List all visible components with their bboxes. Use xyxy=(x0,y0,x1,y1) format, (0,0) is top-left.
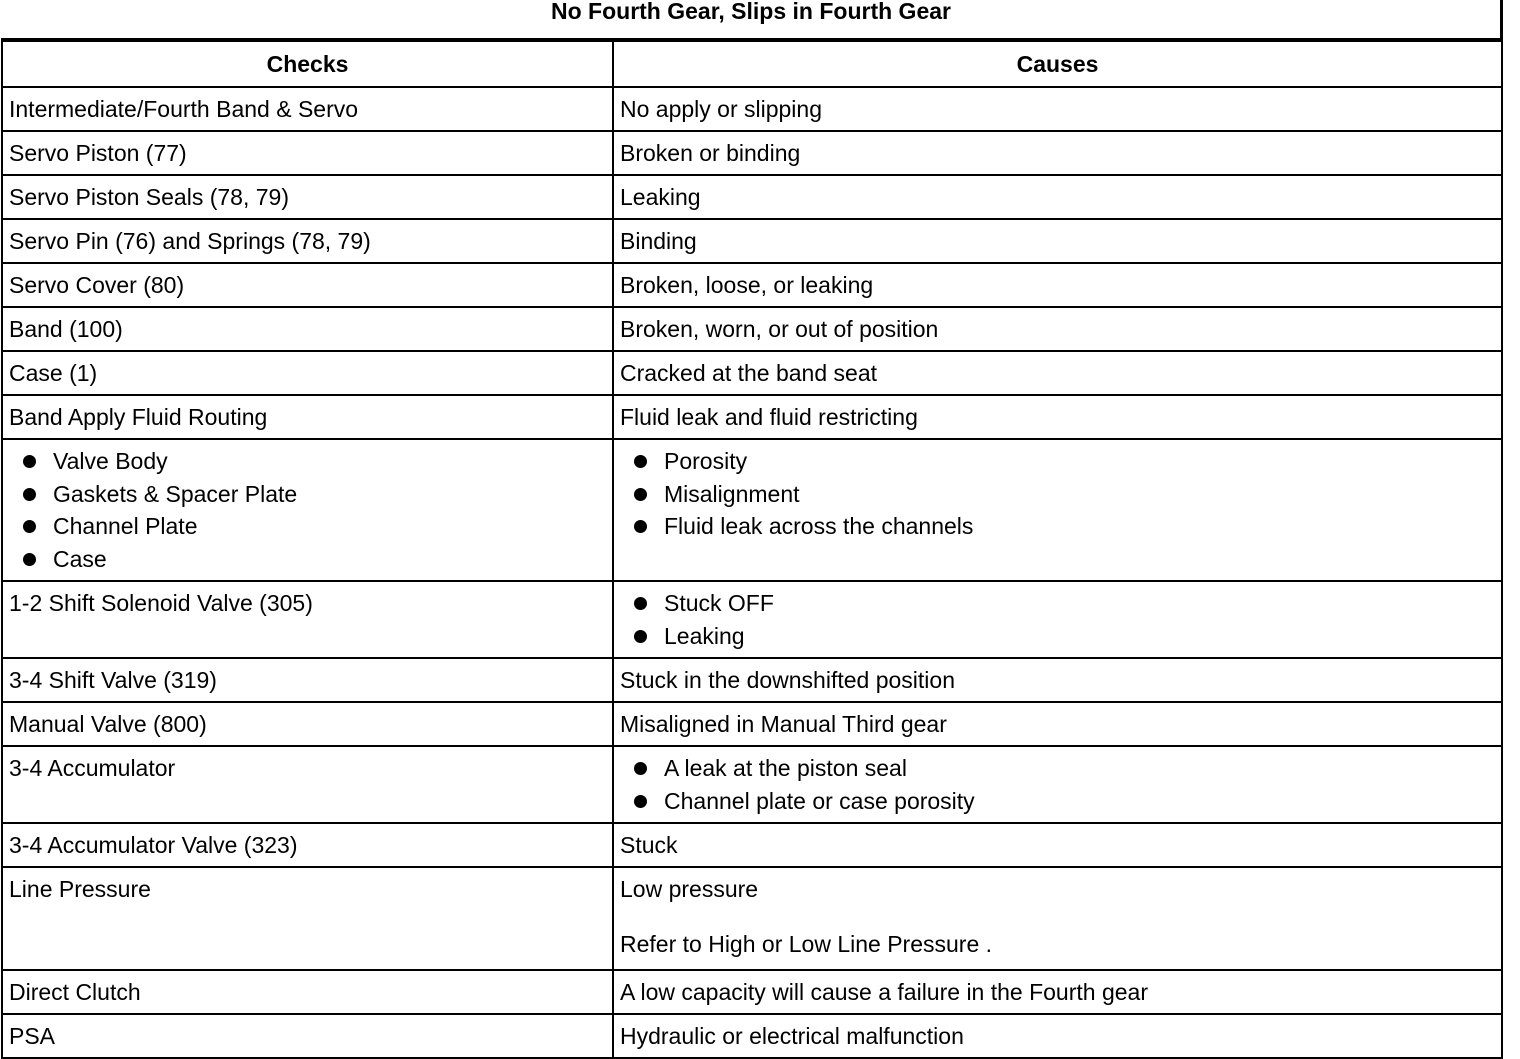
cause-cell: Hydraulic or electrical malfunction xyxy=(613,1014,1502,1058)
check-bullet-list xyxy=(9,445,606,575)
cause-cell: Fluid leak and fluid restricting xyxy=(613,395,1502,439)
table-row xyxy=(2,263,1502,307)
table-row xyxy=(2,702,1502,746)
check-cell: 3-4 Accumulator xyxy=(2,746,613,823)
list-item: Valve Body xyxy=(9,445,606,478)
list-item: A leak at the piston seal xyxy=(620,752,1495,785)
cause-cell: Stuck in the downshifted position xyxy=(613,658,1502,702)
check-cell: Band (100) xyxy=(2,307,613,351)
table-row xyxy=(2,581,1502,658)
cause-cell: Cracked at the band seat xyxy=(613,351,1502,395)
list-item: Channel Plate xyxy=(9,510,606,543)
check-cell: Band Apply Fluid Routing xyxy=(2,395,613,439)
frame-rule xyxy=(1500,0,1503,40)
list-item: Fluid leak across the channels xyxy=(620,510,1495,543)
cause-note: Refer to High or Low Line Pressure . xyxy=(620,931,993,957)
cause-cell: Stuck xyxy=(613,823,1502,867)
list-item: Leaking xyxy=(620,620,1495,653)
list-item: Channel plate or case porosity xyxy=(620,785,1495,818)
cause-bullet-list xyxy=(620,587,1495,652)
check-cell: Servo Piston Seals (78, 79) xyxy=(2,175,613,219)
list-item: Porosity xyxy=(620,445,1495,478)
cause-bullet-list xyxy=(620,752,1495,817)
cause-cell: Binding xyxy=(613,219,1502,263)
check-cell: Line Pressure xyxy=(2,867,613,970)
diagnosis-table xyxy=(1,38,1503,1059)
cause-cell: Broken or binding xyxy=(613,131,1502,175)
cause-cell: Leaking xyxy=(613,175,1502,219)
cause-cell: A low capacity will cause a failure in the Fourth gear xyxy=(613,970,1502,1014)
cause-cell xyxy=(613,867,1502,970)
table-row xyxy=(2,867,1502,970)
cause-cell xyxy=(613,746,1502,823)
list-item: Case xyxy=(9,543,606,576)
check-cell: PSA xyxy=(2,1014,613,1058)
cause-cell: No apply or slipping xyxy=(613,87,1502,131)
table-row xyxy=(2,175,1502,219)
check-cell: Case (1) xyxy=(2,351,613,395)
check-cell: Servo Cover (80) xyxy=(2,263,613,307)
cause-cell xyxy=(613,439,1502,581)
check-cell xyxy=(2,439,613,581)
table-row xyxy=(2,307,1502,351)
cause-cell xyxy=(613,581,1502,658)
table-row xyxy=(2,823,1502,867)
check-cell: Intermediate/Fourth Band & Servo xyxy=(2,87,613,131)
column-header-checks: Checks xyxy=(2,40,613,87)
list-item: Gaskets & Spacer Plate xyxy=(9,478,606,511)
table-row xyxy=(2,219,1502,263)
cause-cell: Broken, loose, or leaking xyxy=(613,263,1502,307)
table-row xyxy=(2,87,1502,131)
check-cell: Direct Clutch xyxy=(2,970,613,1014)
check-cell: Manual Valve (800) xyxy=(2,702,613,746)
check-cell: Servo Pin (76) and Springs (78, 79) xyxy=(2,219,613,263)
table-row xyxy=(2,439,1502,581)
table-row xyxy=(2,1014,1502,1058)
column-header-causes: Causes xyxy=(613,40,1502,87)
check-cell: Servo Piston (77) xyxy=(2,131,613,175)
table-header-row xyxy=(2,40,1502,87)
table-row xyxy=(2,395,1502,439)
table-row xyxy=(2,351,1502,395)
table-row xyxy=(2,746,1502,823)
check-cell: 3-4 Accumulator Valve (323) xyxy=(2,823,613,867)
check-cell: 3-4 Shift Valve (319) xyxy=(2,658,613,702)
page-title: No Fourth Gear, Slips in Fourth Gear xyxy=(551,0,951,24)
list-item: Misalignment xyxy=(620,478,1495,511)
check-cell: 1-2 Shift Solenoid Valve (305) xyxy=(2,581,613,658)
cause-text: Low pressure xyxy=(620,876,759,902)
table-row xyxy=(2,131,1502,175)
cause-cell: Broken, worn, or out of position xyxy=(613,307,1502,351)
list-item: Stuck OFF xyxy=(620,587,1495,620)
cause-bullet-list xyxy=(620,445,1495,543)
table-row xyxy=(2,970,1502,1014)
table-row xyxy=(2,658,1502,702)
cause-cell: Misaligned in Manual Third gear xyxy=(613,702,1502,746)
